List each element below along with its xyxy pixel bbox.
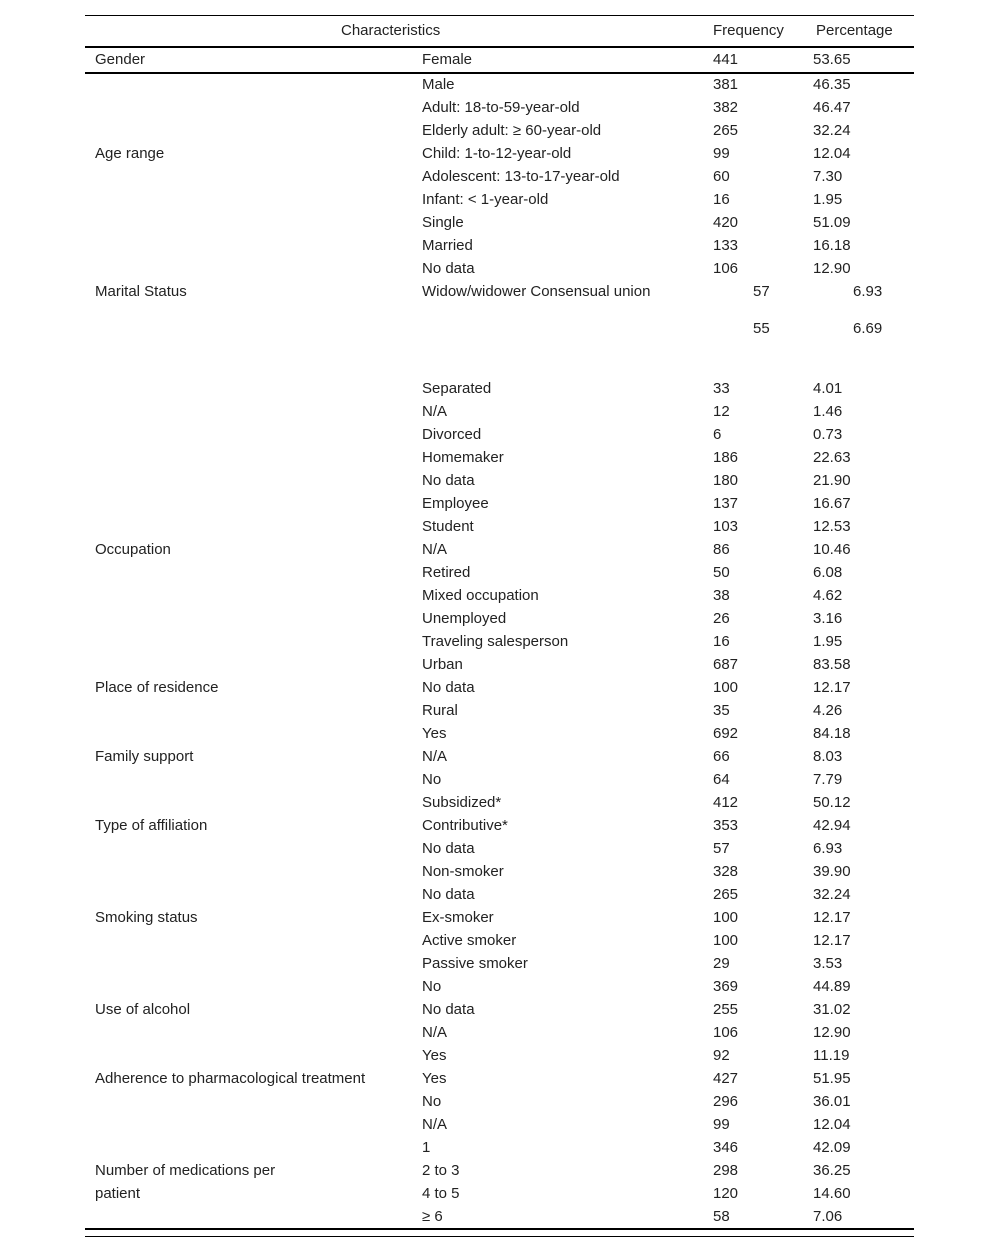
- group-label-occupation: Occupation: [95, 541, 171, 558]
- percentage-cell: 1.95: [813, 633, 843, 650]
- percentage-cell: 4.62: [813, 587, 843, 604]
- percentage-cell: 46.35: [813, 76, 851, 93]
- frequency-cell: 29: [713, 955, 730, 972]
- category-cell: Adolescent: 13-to-17-year-old: [422, 168, 620, 185]
- percentage-cell: 6.93: [853, 283, 883, 300]
- group-label-age-range: Age range: [95, 145, 165, 162]
- category-cell: Divorced: [422, 426, 482, 443]
- percentage-cell: 12.17: [813, 909, 851, 926]
- frequency-cell: 420: [713, 214, 739, 231]
- percentage-cell: 53.65: [813, 51, 851, 68]
- category-cell: No: [422, 978, 442, 995]
- percentage-cell: 12.17: [813, 932, 851, 949]
- percentage-cell: 32.24: [813, 886, 851, 903]
- frequency-cell: 381: [713, 76, 739, 93]
- table-bottom-rule-1: [85, 1228, 914, 1230]
- frequency-cell: 100: [713, 932, 739, 949]
- percentage-cell: 51.09: [813, 214, 851, 231]
- frequency-cell: 64: [713, 771, 730, 788]
- percentage-cell: 4.01: [813, 380, 843, 397]
- frequency-cell: 137: [713, 495, 739, 512]
- frequency-cell: 103: [713, 518, 739, 535]
- frequency-cell: 106: [713, 1024, 739, 1041]
- table-bottom-rule-2: [85, 1236, 914, 1237]
- category-cell: No data: [422, 886, 475, 903]
- frequency-cell: 60: [713, 168, 730, 185]
- frequency-cell: 26: [713, 610, 730, 627]
- frequency-cell: 265: [713, 886, 739, 903]
- category-cell: Retired: [422, 564, 471, 581]
- percentage-cell: 6.93: [813, 840, 843, 857]
- frequency-cell: 687: [713, 656, 739, 673]
- group-label-number-of-medications-line2: patient: [95, 1185, 141, 1202]
- category-cell: 1: [422, 1139, 431, 1156]
- frequency-cell: 99: [713, 145, 730, 162]
- percentage-cell: 6.08: [813, 564, 843, 581]
- percentage-cell: 12.90: [813, 1024, 851, 1041]
- percentage-cell: 36.01: [813, 1093, 851, 1110]
- category-cell: Single: [422, 214, 464, 231]
- group-label-family-support: Family support: [95, 748, 194, 765]
- frequency-cell: 382: [713, 99, 739, 116]
- category-cell: Unemployed: [422, 610, 507, 627]
- frequency-cell: 133: [713, 237, 739, 254]
- frequency-cell: 441: [713, 51, 739, 68]
- group-label-number-of-medications: Number of medications per: [95, 1162, 276, 1179]
- category-cell: Non-smoker: [422, 863, 504, 880]
- first-row-rule: [85, 72, 914, 74]
- percentage-cell: 1.95: [813, 191, 843, 208]
- group-label-marital-status: Marital Status: [95, 283, 187, 300]
- percentage-cell: 39.90: [813, 863, 851, 880]
- group-label-use-of-alcohol: Use of alcohol: [95, 1001, 191, 1018]
- category-cell: No: [422, 771, 442, 788]
- category-cell: 4 to 5: [422, 1185, 460, 1202]
- percentage-cell: 7.06: [813, 1208, 843, 1225]
- percentage-cell: 36.25: [813, 1162, 851, 1179]
- frequency-cell: 33: [713, 380, 730, 397]
- percentage-cell: 42.94: [813, 817, 851, 834]
- frequency-cell: 16: [713, 633, 730, 650]
- frequency-cell: 57: [753, 283, 770, 300]
- category-cell: Traveling salesperson: [422, 633, 569, 650]
- frequency-cell: 298: [713, 1162, 739, 1179]
- percentage-cell: 12.53: [813, 518, 851, 535]
- header-characteristics: Characteristics: [341, 22, 441, 39]
- category-cell: Employee: [422, 495, 489, 512]
- percentage-cell: 31.02: [813, 1001, 851, 1018]
- percentage-cell: 7.30: [813, 168, 843, 185]
- percentage-cell: 12.17: [813, 679, 851, 696]
- category-cell: N/A: [422, 403, 448, 420]
- frequency-cell: 86: [713, 541, 730, 558]
- percentage-cell: 16.18: [813, 237, 851, 254]
- frequency-cell: 6: [713, 426, 722, 443]
- frequency-cell: 12: [713, 403, 730, 420]
- percentage-cell: 50.12: [813, 794, 851, 811]
- percentage-cell: 44.89: [813, 978, 851, 995]
- category-cell: ≥ 6: [422, 1208, 443, 1225]
- frequency-cell: 66: [713, 748, 730, 765]
- frequency-cell: 427: [713, 1070, 739, 1087]
- category-cell: No data: [422, 1001, 475, 1018]
- category-cell: Yes: [422, 1070, 447, 1087]
- header-percentage: Percentage: [816, 22, 893, 39]
- category-cell: N/A: [422, 1116, 448, 1133]
- percentage-cell: 12.04: [813, 145, 851, 162]
- frequency-cell: 100: [713, 679, 739, 696]
- percentage-cell: 12.90: [813, 260, 851, 277]
- category-cell: Yes: [422, 725, 447, 742]
- percentage-cell: 16.67: [813, 495, 851, 512]
- frequency-cell: 255: [713, 1001, 739, 1018]
- percentage-cell: 46.47: [813, 99, 851, 116]
- frequency-cell: 353: [713, 817, 739, 834]
- frequency-cell: 50: [713, 564, 730, 581]
- group-label-type-of-affiliation: Type of affiliation: [95, 817, 208, 834]
- percentage-cell: 11.19: [813, 1047, 850, 1064]
- category-cell: No data: [422, 840, 475, 857]
- frequency-cell: 106: [713, 260, 739, 277]
- category-cell: Subsidized*: [422, 794, 502, 811]
- percentage-cell: 1.46: [813, 403, 843, 420]
- frequency-cell: 16: [713, 191, 730, 208]
- percentage-cell: 21.90: [813, 472, 851, 489]
- category-cell: No data: [422, 679, 475, 696]
- category-cell: Elderly adult: ≥ 60-year-old: [422, 122, 602, 139]
- category-cell: Homemaker: [422, 449, 504, 466]
- frequency-cell: 58: [713, 1208, 730, 1225]
- category-cell: Urban: [422, 656, 463, 673]
- percentage-cell: 22.63: [813, 449, 851, 466]
- category-cell: N/A: [422, 748, 448, 765]
- category-cell: No data: [422, 260, 475, 277]
- category-cell: Contributive*: [422, 817, 508, 834]
- category-cell: Adult: 18-to-59-year-old: [422, 99, 580, 116]
- percentage-cell: 3.16: [813, 610, 843, 627]
- frequency-cell: 99: [713, 1116, 730, 1133]
- percentage-cell: 0.73: [813, 426, 843, 443]
- header-bottom-rule: [85, 46, 914, 48]
- frequency-cell: 180: [713, 472, 739, 489]
- frequency-cell: 35: [713, 702, 730, 719]
- category-cell: N/A: [422, 541, 448, 558]
- frequency-cell: 692: [713, 725, 739, 742]
- category-cell: 2 to 3: [422, 1162, 460, 1179]
- percentage-cell: 8.03: [813, 748, 843, 765]
- category-cell: Yes: [422, 1047, 447, 1064]
- category-cell: Male: [422, 76, 455, 93]
- category-cell: Infant: < 1-year-old: [422, 191, 549, 208]
- frequency-cell: 92: [713, 1047, 730, 1064]
- category-cell: No: [422, 1093, 442, 1110]
- header-frequency: Frequency: [713, 22, 784, 39]
- category-cell: Separated: [422, 380, 492, 397]
- category-cell: Female: [422, 51, 473, 68]
- frequency-cell: 369: [713, 978, 739, 995]
- frequency-cell: 186: [713, 449, 739, 466]
- frequency-cell: 412: [713, 794, 739, 811]
- percentage-cell: 51.95: [813, 1070, 851, 1087]
- category-cell: Ex-smoker: [422, 909, 494, 926]
- table-top-rule: [85, 15, 914, 16]
- category-cell: Widow/widower Consensual union: [422, 283, 651, 300]
- percentage-cell: 7.79: [813, 771, 843, 788]
- group-label-gender: Gender: [95, 51, 146, 68]
- percentage-cell: 83.58: [813, 656, 851, 673]
- group-label-place-of-residence: Place of residence: [95, 679, 219, 696]
- frequency-cell: 100: [713, 909, 739, 926]
- group-label-adherence: Adherence to pharmacological treatment: [95, 1070, 366, 1087]
- frequency-cell: 296: [713, 1093, 739, 1110]
- percentage-cell: 12.04: [813, 1116, 851, 1133]
- percentage-cell: 14.60: [813, 1185, 851, 1202]
- percentage-cell: 4.26: [813, 702, 843, 719]
- percentage-cell: 42.09: [813, 1139, 851, 1156]
- category-cell: Mixed occupation: [422, 587, 539, 604]
- frequency-cell: 265: [713, 122, 739, 139]
- group-label-smoking-status: Smoking status: [95, 909, 198, 926]
- percentage-cell: 32.24: [813, 122, 851, 139]
- percentage-cell: 6.69: [853, 320, 883, 337]
- frequency-cell: 328: [713, 863, 739, 880]
- percentage-cell: 3.53: [813, 955, 843, 972]
- percentage-cell: 84.18: [813, 725, 851, 742]
- category-cell: Passive smoker: [422, 955, 528, 972]
- category-cell: N/A: [422, 1024, 448, 1041]
- percentage-cell: 10.46: [813, 541, 851, 558]
- frequency-cell: 120: [713, 1185, 739, 1202]
- frequency-cell: 57: [713, 840, 730, 857]
- category-cell: Rural: [422, 702, 458, 719]
- category-cell: No data: [422, 472, 475, 489]
- category-cell: Married: [422, 237, 473, 254]
- category-cell: Active smoker: [422, 932, 517, 949]
- frequency-cell: 55: [753, 320, 770, 337]
- frequency-cell: 38: [713, 587, 730, 604]
- frequency-cell: 346: [713, 1139, 739, 1156]
- category-cell: Student: [422, 518, 474, 535]
- category-cell: Child: 1-to-12-year-old: [422, 145, 572, 162]
